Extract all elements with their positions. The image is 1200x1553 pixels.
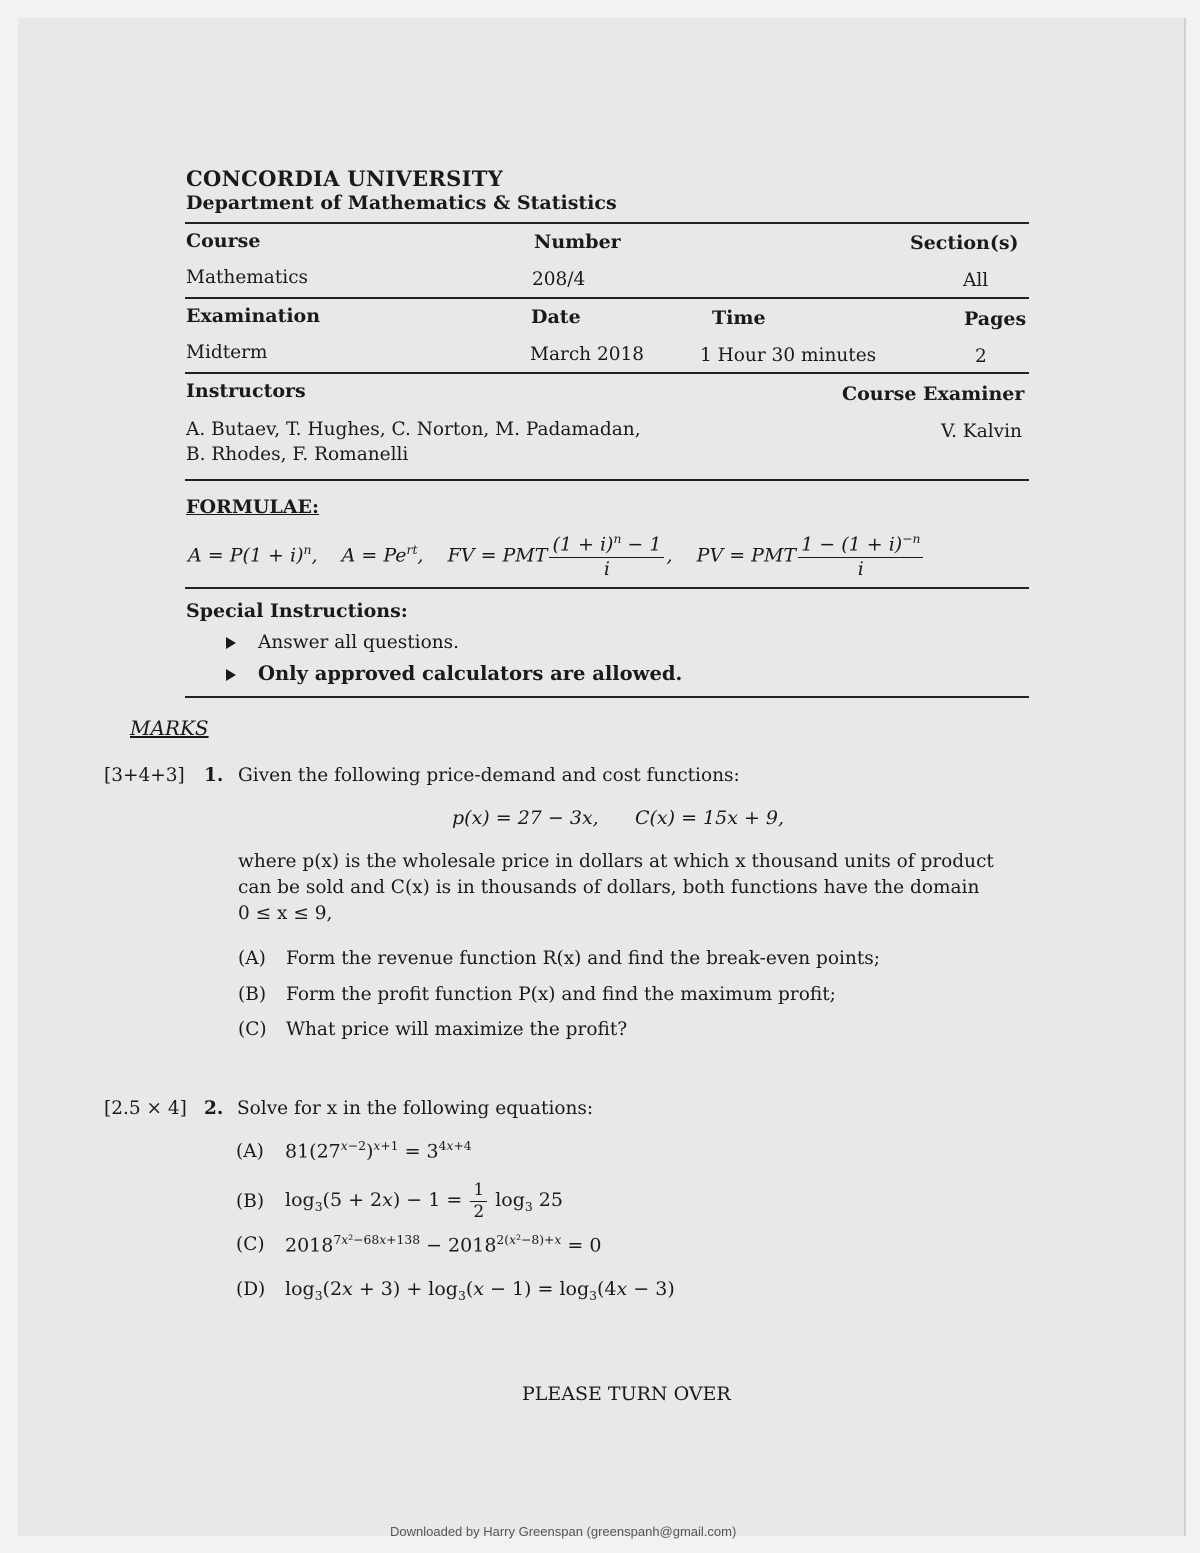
pages-header: Pages (964, 308, 1027, 330)
q1-part-a-text: Form the revenue function R(x) and find the break-even points; (286, 948, 880, 969)
special-instructions-title: Special Instructions: (186, 600, 408, 622)
pages-value: 2 (975, 346, 987, 367)
q2-part-d-equation: $\log_3(2x + 3) + \log_3(x - 1) = \log_3(4x - 3)$ (285, 1278, 675, 1303)
divider (185, 297, 1029, 299)
q2-part-a-label: (A) (236, 1141, 264, 1162)
instruction-item: Only approved calculators are allowed. (226, 662, 682, 685)
q1-desc-line-3: 0 ≤ x ≤ 9, (238, 903, 333, 924)
q1-marks: [3+4+3] (104, 765, 185, 786)
instructors-line-1: A. Butaev, T. Hughes, C. Norton, M. Padamadan, (186, 419, 641, 440)
examiner-header: Course Examiner (842, 383, 1025, 405)
q2-marks: [2.5 × 4] (104, 1098, 187, 1119)
q1-part-b-text: Form the profit function P(x) and find the maximum profit; (286, 984, 836, 1005)
divider (185, 587, 1029, 589)
divider (185, 372, 1029, 374)
q1-part-b-label: (B) (238, 984, 267, 1005)
q1-desc-line-1: where p(x) is the wholesale price in dollars at which x thousand units of product (238, 851, 994, 872)
q2-part-b-label: (B) (236, 1191, 265, 1212)
divider (185, 222, 1029, 224)
divider (185, 479, 1029, 481)
triangle-bullet-icon (226, 669, 236, 681)
marks-label: MARKS (130, 716, 209, 740)
formulae-title: FORMULAE: (186, 496, 320, 518)
examiner-value: V. Kalvin (941, 421, 1022, 442)
q2-part-c-equation: $2018^{7x^2-68x+138} - 2018^{2(x^2-8)+x} = 0$ (285, 1233, 602, 1257)
q2-part-c-label: (C) (236, 1234, 265, 1255)
university-name: CONCORDIA UNIVERSITY (186, 166, 503, 191)
instructors-line-2: B. Rhodes, F. Romanelli (186, 444, 409, 465)
time-value: 1 Hour 30 minutes (700, 345, 877, 366)
q1-part-c-label: (C) (238, 1019, 267, 1040)
q1-number: 1. (204, 765, 224, 786)
sections-value: All (963, 270, 989, 291)
download-footer: Downloaded by Harry Greenspan (greenspanh@gmail.com) (390, 1524, 737, 1539)
formulae-line: $A = P(1 + i)^n$, $A = Pe^{rt}$, FV = PMT $\frac{(1 + i)^n - 1}{i}$ , PV = PMT $\frac{1 - (1 + i)^{-n}}{i}$ (188, 520, 925, 585)
number-value: 208/4 (532, 269, 586, 290)
triangle-bullet-icon (226, 637, 236, 649)
q1-desc-line-2: can be sold and C(x) is in thousands of dollars, both functions have the domain (238, 877, 980, 898)
q2-part-b-equation: $\log_3(5 + 2x) - 1$ = $\frac{1}{2}$ $\log_3 25$ (285, 1180, 563, 1222)
examination-value: Midterm (186, 342, 268, 363)
examination-header: Examination (186, 305, 321, 327)
instructors-header: Instructors (186, 380, 306, 402)
q2-stem: Solve for x in the following equations: (237, 1098, 594, 1119)
q2-part-d-label: (D) (236, 1279, 266, 1300)
course-value: Mathematics (186, 267, 309, 288)
please-turn-over: PLEASE TURN OVER (522, 1383, 731, 1405)
sections-header: Section(s) (910, 232, 1019, 254)
date-value: March 2018 (530, 344, 645, 365)
q1-functions: p(x) = 27 − 3x, C(x) = 15x + 9, (452, 807, 785, 829)
divider (185, 696, 1029, 698)
q2-part-a-equation: $81(27^{x-2})^{x+1} = 3^{4x+4}$ (285, 1139, 472, 1163)
time-header: Time (712, 307, 766, 329)
instruction-item: Answer all questions. (226, 632, 459, 653)
q2-number: 2. (204, 1098, 224, 1119)
q1-part-a-label: (A) (238, 948, 266, 969)
course-header: Course (186, 230, 261, 252)
date-header: Date (531, 306, 581, 328)
q1-stem: Given the following price-demand and cost functions: (238, 765, 740, 786)
number-header: Number (534, 231, 621, 253)
department-name: Department of Mathematics & Statistics (186, 192, 617, 214)
q1-part-c-text: What price will maximize the profit? (286, 1019, 628, 1040)
